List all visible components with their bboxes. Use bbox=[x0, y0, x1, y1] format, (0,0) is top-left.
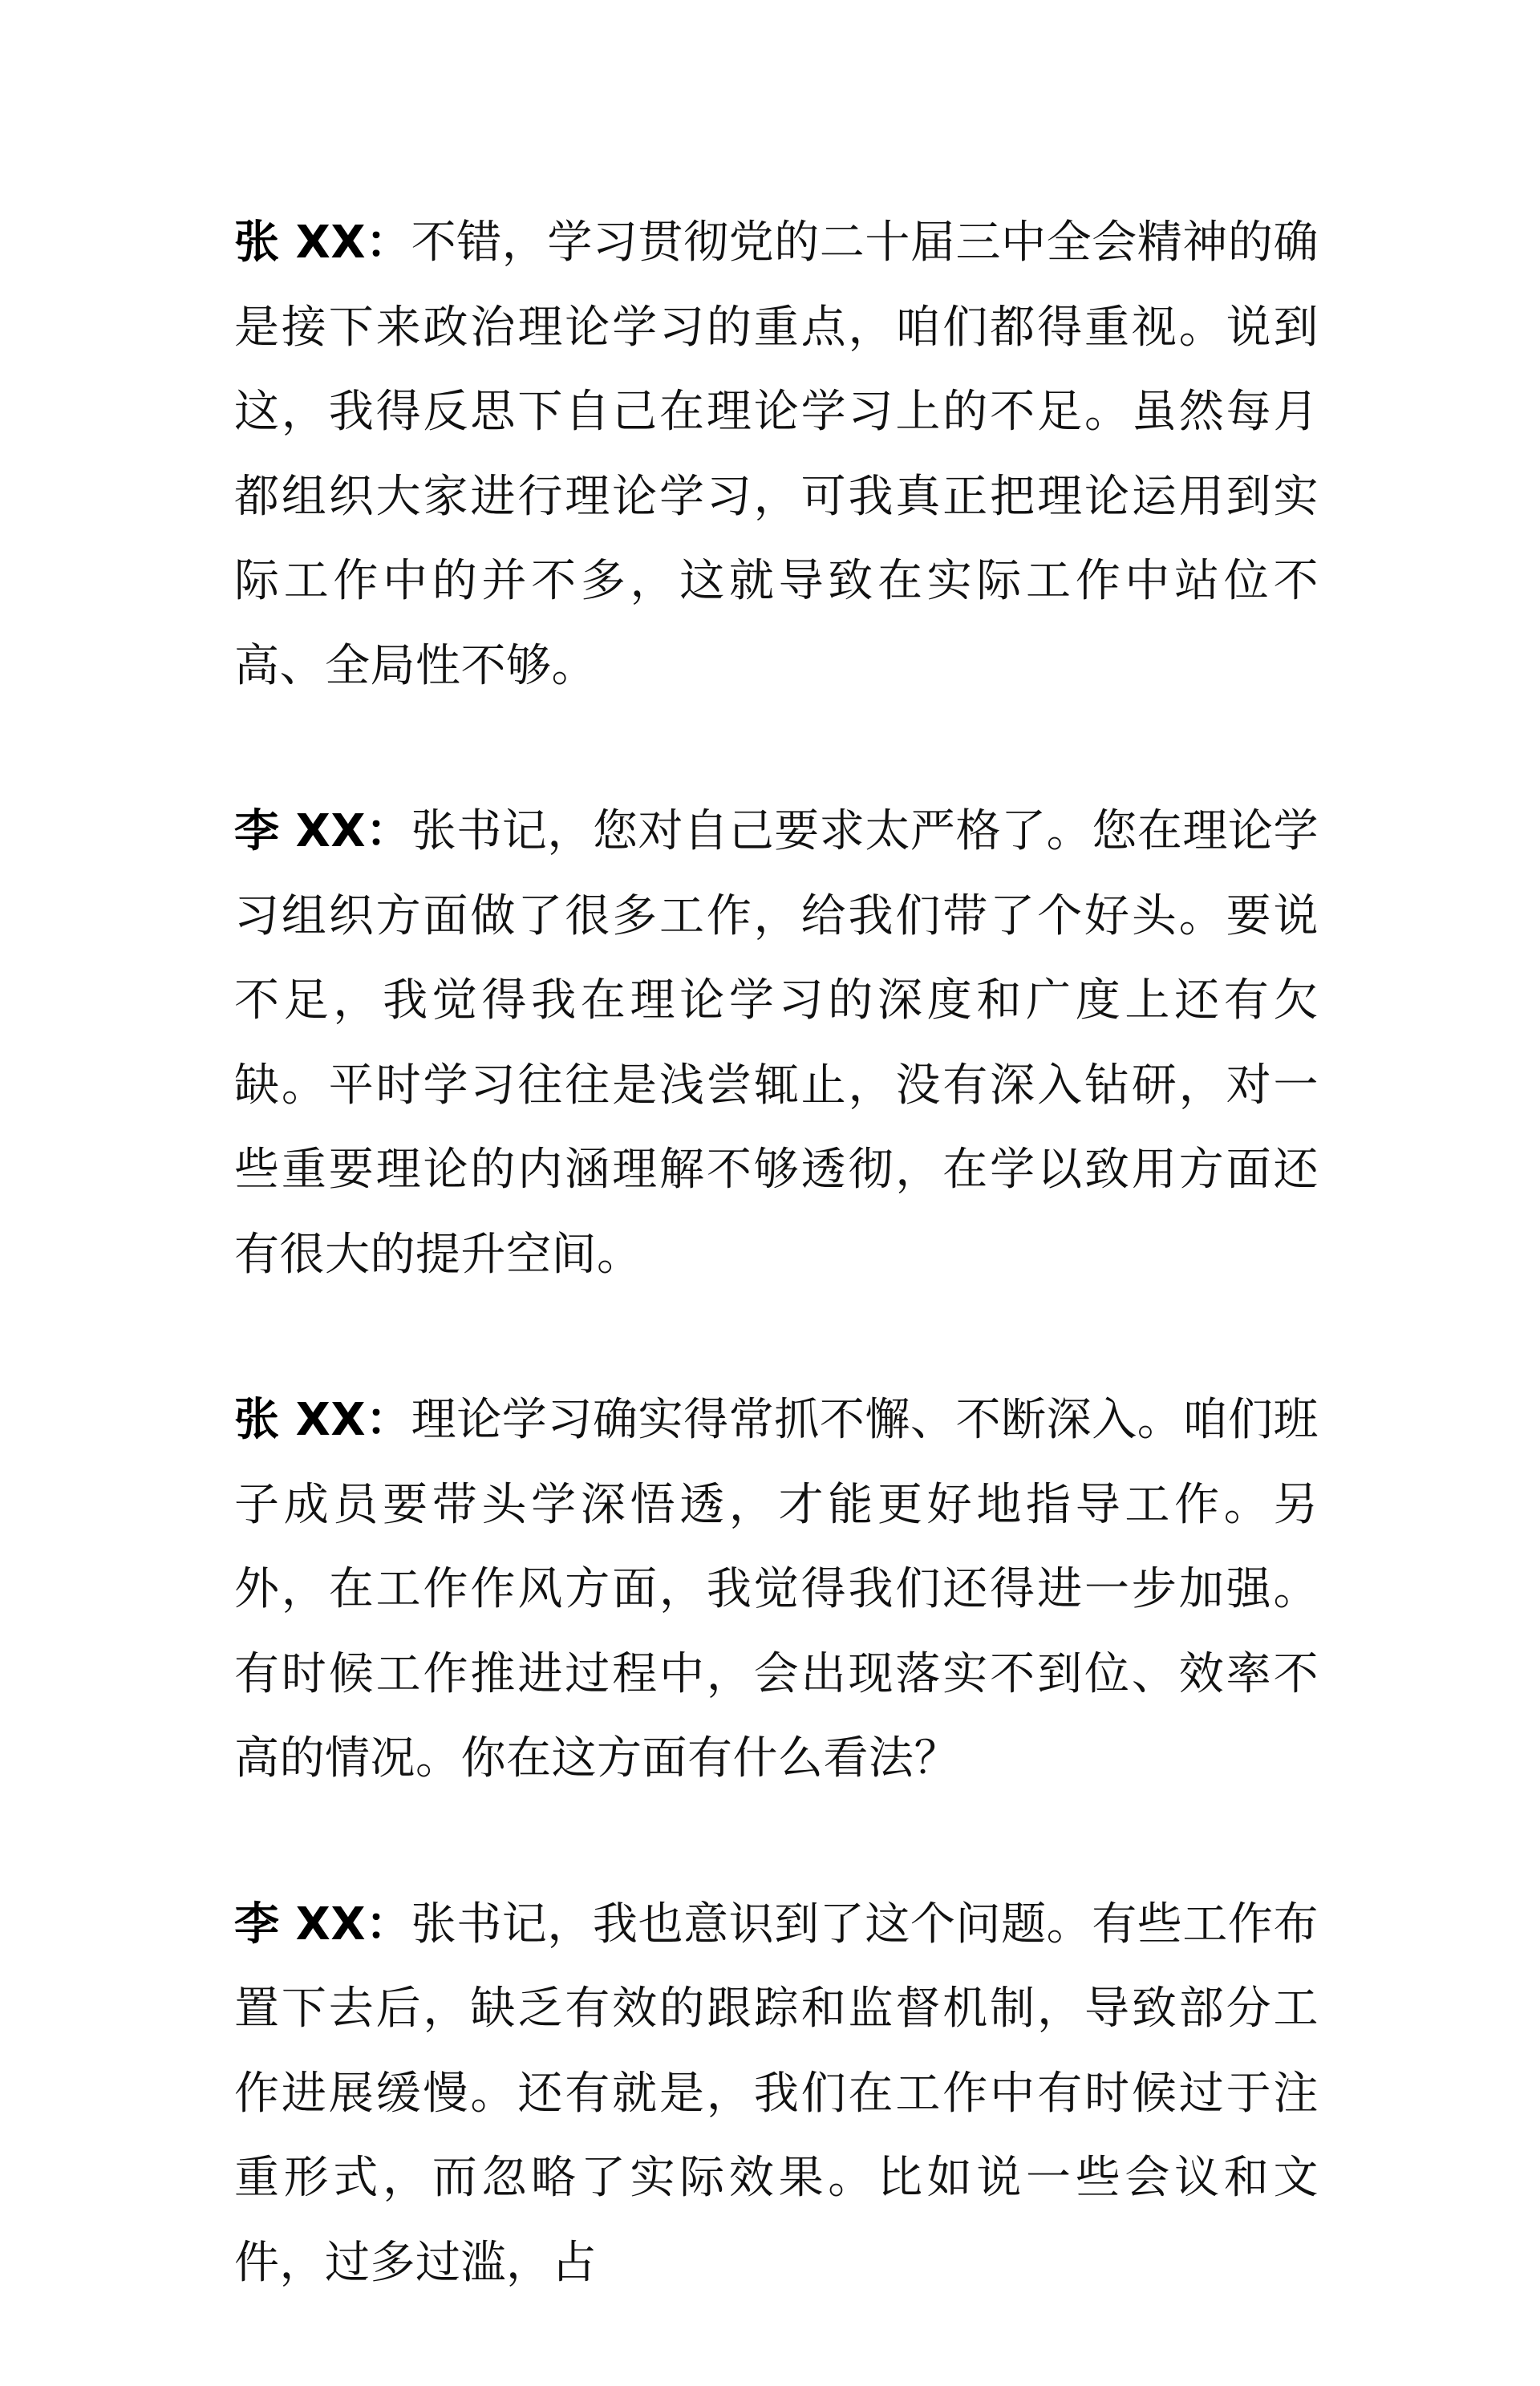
speaker-label: 李 XX： bbox=[234, 805, 411, 857]
paragraph-text: 理论学习确实得常抓不懈、不断深入。咱们班子成员要带头学深悟透，才能更好地指导工作。另外，在工作作风方面，我觉得我们还得进一步加强。有时候工作推进过程中，会出现落实不到位、效率不高的情况。你在这方面有什么看法？ bbox=[234, 1394, 1319, 1784]
paragraph-text: 不错，学习贯彻党的二十届三中全会精神的确是接下来政治理论学习的重点，咱们都得重视。说到这，我得反思下自己在理论学习上的不足。虽然每月都组织大家进行理论学习，可我真正把理论运用到实际工作中的并不多，这就导致在实际工作中站位不高、全局性不够。 bbox=[234, 217, 1319, 692]
speaker-label: 张 XX： bbox=[234, 217, 411, 269]
document-body bbox=[234, 201, 1319, 2386]
dialogue-paragraph bbox=[234, 201, 1319, 708]
dialogue-paragraph bbox=[234, 1882, 1319, 2306]
dialogue-paragraph bbox=[234, 789, 1319, 1297]
dialogue-paragraph bbox=[234, 1378, 1319, 1801]
speaker-label: 张 XX： bbox=[234, 1394, 411, 1446]
speaker-label: 李 XX： bbox=[234, 1898, 411, 1951]
paragraph-text: 张书记，您对自己要求太严格了。您在理论学习组织方面做了很多工作，给我们带了个好头。要说不足，我觉得我在理论学习的深度和广度上还有欠缺。平时学习往往是浅尝辄止，没有深入钻研，对一些重要理论的内涵理解不够透彻，在学以致用方面还有很大的提升空间。 bbox=[234, 805, 1319, 1281]
paragraph-text: 张书记，我也意识到了这个问题。有些工作布置下去后，缺乏有效的跟踪和监督机制，导致部分工作进展缓慢。还有就是，我们在工作中有时候过于注重形式，而忽略了实际效果。比如说一些会议和文件，过多过滥，占 bbox=[234, 1898, 1319, 2289]
